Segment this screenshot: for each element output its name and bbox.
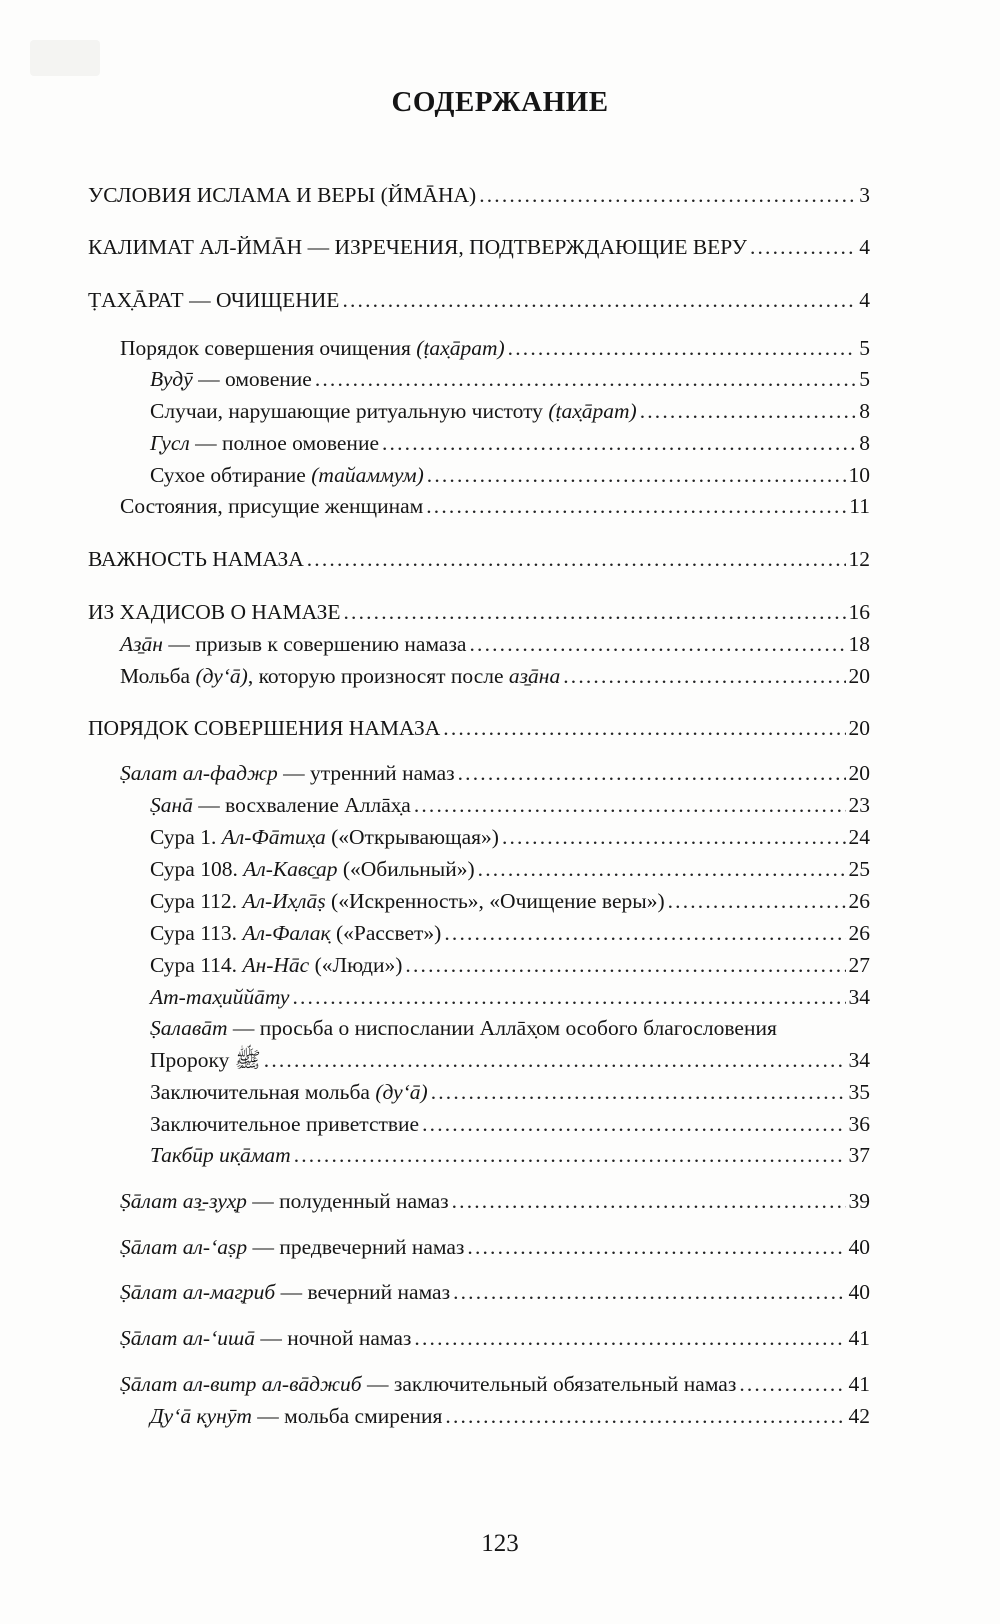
leader-dots	[292, 982, 845, 1012]
leader-dots	[427, 460, 846, 490]
toc-page-number: 20	[848, 761, 870, 785]
leader-dots	[414, 1323, 845, 1353]
toc-entry	[150, 1109, 870, 1139]
toc-entry	[120, 1232, 870, 1262]
toc-page-number: 25	[848, 857, 870, 881]
toc-entry-title: ПОРЯДОК СОВЕРШЕНИЯ НАМАЗА	[88, 716, 441, 740]
toc-entry	[150, 950, 870, 980]
toc-page-number: 39	[848, 1189, 870, 1213]
toc-entry-title: УСЛОВИЯ ИСЛАМА И ВЕРЫ (ЙМĀНА)	[88, 183, 477, 207]
toc-entry-title: Такбӣр ик̣āмат	[150, 1143, 291, 1167]
leader-dots	[343, 597, 845, 627]
toc-entry-title: Аз̱āн — призыв к совершению намаза	[120, 632, 467, 656]
leader-dots	[467, 1232, 845, 1262]
toc-entry-title: Ṣалат ал-фаджр — утренний намаз	[120, 761, 455, 785]
leader-dots	[453, 1277, 845, 1307]
page-title: СОДЕРЖАНИЕ	[391, 86, 609, 118]
toc-page-number: 16	[848, 600, 870, 624]
toc-page-number: 36	[848, 1112, 870, 1136]
leader-dots	[452, 1186, 846, 1216]
toc-page-number: 5	[859, 336, 870, 360]
toc-page-number: 41	[848, 1326, 870, 1350]
toc-entry	[150, 460, 870, 490]
toc-entry	[120, 661, 870, 691]
toc-entry-title: Порядок совершения очищения (ṭах̣āрат)	[120, 336, 505, 360]
toc-entry-title: Ṣāлат ал-маг̣риб — вечерний намаз	[120, 1280, 451, 1304]
toc-entry	[150, 886, 870, 916]
leader-dots	[640, 396, 857, 426]
toc-entry-title: Ṣāлат ал-‘аṣр — предвечерний намаз	[120, 1235, 465, 1259]
toc-entry-title: Мольба (ду‘ā), которую произносят после аз̱āна	[120, 664, 561, 688]
toc-entry	[150, 790, 870, 820]
leader-dots	[458, 758, 846, 788]
toc-entry-title: Ду‘ā к̣унӯт — мольба смирения	[150, 1404, 443, 1428]
toc-entry	[88, 180, 870, 210]
leader-dots	[469, 629, 845, 659]
toc-entry	[150, 982, 870, 1012]
toc-entry	[120, 1369, 870, 1399]
page-number: 123	[481, 1530, 519, 1557]
toc-entry	[120, 491, 870, 521]
toc-page-number: 20	[848, 664, 870, 688]
toc-entry-title: ВАЖНОСТЬ НАМАЗА	[88, 547, 304, 571]
toc-entry-title: Г̣усл — полное омовение	[150, 431, 379, 455]
leader-dots	[382, 428, 856, 458]
toc-entry	[150, 396, 870, 426]
leader-dots	[508, 333, 857, 363]
toc-page-number: 37	[848, 1143, 870, 1167]
toc-page-number: 26	[848, 889, 870, 913]
leader-dots	[479, 180, 856, 210]
toc-entry-title: Заключительная мольба (ду‘ā)	[150, 1080, 428, 1104]
toc-entry	[150, 1013, 870, 1043]
leader-dots	[444, 918, 845, 948]
toc-page-number: 23	[848, 793, 870, 817]
toc-entry	[120, 1277, 870, 1307]
toc-entry	[150, 1077, 870, 1107]
toc-entry-title: Вуд̣ӯ — омовение	[150, 367, 312, 391]
toc-page-number: 40	[848, 1235, 870, 1259]
leader-dots	[405, 950, 845, 980]
toc-entry-title: Ṣāлат ал-‘ишā — ночной намаз	[120, 1326, 412, 1350]
toc-page-number: 5	[859, 367, 870, 391]
toc-entry	[120, 629, 870, 659]
toc-entry	[150, 854, 870, 884]
leader-dots	[414, 790, 846, 820]
toc-entry-title: Ṣāлат аз̱-з̣ух̣р — полуденный намаз	[120, 1189, 449, 1213]
toc-page-number: 40	[848, 1280, 870, 1304]
toc-entry	[150, 364, 870, 394]
leader-dots	[750, 232, 856, 262]
toc-page-number: 18	[848, 632, 870, 656]
leader-dots	[668, 886, 846, 916]
leader-dots	[445, 1401, 845, 1431]
toc-entry-title: Пророку ﷺ	[150, 1048, 261, 1072]
toc-entry-title: КАЛИМАТ АЛ-ЙМĀН — ИЗРЕЧЕНИЯ, ПОДТВЕРЖДАЮЩИЕ ВЕРУ	[88, 235, 747, 259]
toc-entry-title: Ṣāлат ал-витр ал-вāджиб — заключительный обязательный намаз	[120, 1372, 737, 1396]
leader-dots	[502, 822, 846, 852]
toc-entry	[88, 544, 870, 574]
toc-entry	[120, 1186, 870, 1216]
leader-dots	[264, 1045, 846, 1075]
toc-entry-title: Сухое обтирание (тайаммум)	[150, 463, 424, 487]
toc-entry-title: Сура 114. Ан-Нāс («Люди»)	[150, 953, 403, 977]
toc-page-number: 4	[859, 235, 870, 259]
toc-page-number: 12	[848, 547, 870, 571]
leader-dots	[478, 854, 846, 884]
toc-page-number: 24	[848, 825, 870, 849]
toc-entry-title: Ṣанā — восхваление Аллāх̣а	[150, 793, 411, 817]
toc-entry-title: Ṣалавāт — просьба о ниспослании Аллāх̣ом особого благословения	[150, 1016, 777, 1040]
toc-entry	[88, 597, 870, 627]
toc-entry-title: Случаи, нарушающие ритуальную чистоту (ṭах̣āрат)	[150, 399, 637, 423]
leader-dots	[307, 544, 846, 574]
toc-entry	[150, 428, 870, 458]
toc-entry	[150, 822, 870, 852]
toc-entry	[150, 918, 870, 948]
toc-page-number: 27	[848, 953, 870, 977]
toc-entry	[120, 758, 870, 788]
toc-page-number: 42	[848, 1404, 870, 1428]
toc-entry-title: ИЗ ХАДИСОВ О НАМАЗЕ	[88, 600, 341, 624]
leader-dots	[431, 1077, 846, 1107]
toc-page-number: 3	[859, 183, 870, 207]
leader-dots	[443, 713, 845, 743]
toc-entry-title: Сура 1. Ал-Фāтих̣а («Открывающая»)	[150, 825, 499, 849]
toc-entry	[120, 333, 870, 363]
toc-page-number: 34	[848, 1048, 870, 1072]
toc-entry	[120, 1323, 870, 1353]
toc-page-number: 11	[849, 494, 870, 518]
leader-dots	[315, 364, 856, 394]
toc-entry-title: Ат-тах̣иййāту	[150, 985, 290, 1009]
toc-page-number: 8	[859, 431, 870, 455]
toc-entry-title: Сура 113. Ал-Фалак̣ («Рассвет»)	[150, 921, 442, 945]
toc-page-number: 26	[848, 921, 870, 945]
toc-entry	[88, 285, 870, 315]
toc-entry	[88, 713, 870, 743]
leader-dots	[739, 1369, 845, 1399]
toc-entry	[150, 1140, 870, 1170]
toc-entry-title: Состояния, присущие женщинам	[120, 494, 424, 518]
leader-dots	[426, 491, 846, 521]
toc-entry-title: Заключительное приветствие	[150, 1112, 420, 1136]
toc-page-number: 4	[859, 288, 870, 312]
toc-page-number: 8	[859, 399, 870, 423]
toc-page-number: 41	[848, 1372, 870, 1396]
toc-page-number: 35	[848, 1080, 870, 1104]
leader-dots	[422, 1109, 845, 1139]
leader-dots	[342, 285, 856, 315]
toc-entry-title: Сура 108. Ал-Кавс̱ар («Обильный»)	[150, 857, 475, 881]
leader-dots	[563, 661, 845, 691]
toc-entry	[88, 232, 870, 262]
toc-entry	[150, 1401, 870, 1431]
toc-entry-title: ṬАХ̣ĀРАТ — ОЧИЩЕНИЕ	[88, 288, 340, 312]
toc-page-number: 20	[848, 716, 870, 740]
leader-dots	[294, 1140, 846, 1170]
toc-entry-title: Сура 112. Ал-Их̣лāṣ («Искренность», «Очищение веры»)	[150, 889, 665, 913]
toc-page-number: 10	[848, 463, 870, 487]
toc-page-number: 34	[848, 985, 870, 1009]
toc-entry	[150, 1045, 870, 1075]
